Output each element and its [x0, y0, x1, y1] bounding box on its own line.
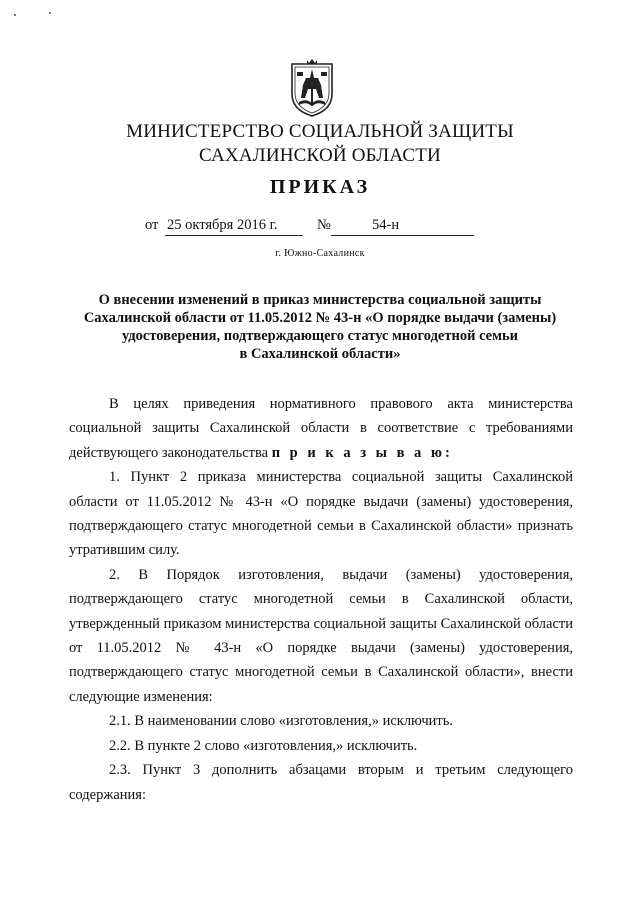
order-date: 25 октября 2016 г.: [167, 217, 278, 233]
subject-line-2: Сахалинской области от 11.05.2012 № 43-н «О порядке выдачи (замены): [83, 310, 557, 326]
date-prefix: от: [145, 217, 159, 233]
order-body: [69, 392, 573, 807]
scan-speck: [49, 12, 51, 14]
paragraph-2-2: 2.2. В пункте 2 слово «изготовления,» исключить.: [109, 737, 418, 754]
paragraph-1: 1. Пункт 2 приказа министерства социальной защиты Сахалинской области от 11.05.2012 № 43-н «О порядке выдачи (замены) удостоверения, подтверждающего статус многодетной семьи в Сахалинской области» признать утратившим силу.: [69, 469, 573, 559]
order-subject: [0, 291, 640, 363]
intro-paragraph: [69, 392, 573, 465]
subject-line-3: удостоверения, подтверждающего статус многодетной семьи: [121, 328, 519, 344]
paragraph-2-1: 2.1. В наименовании слово «изготовления,» исключить.: [109, 713, 453, 730]
number-label: №: [317, 217, 331, 233]
intro-text: В целях приведения нормативного правового акта министерства социальной защиты Сахалинской области в соответствие с требованиями действующего законодательства: [69, 396, 573, 461]
subject-line-4: в Сахалинской области»: [239, 346, 401, 362]
ministry-name: [0, 120, 640, 168]
city: г. Южно-Сахалинск: [275, 248, 365, 259]
ministry-line-2: САХАЛИНСКОЙ ОБЛАСТИ: [199, 145, 441, 166]
scan-speck: [14, 14, 16, 16]
paragraph-2: 2. В Порядок изготовления, выдачи (замены) удостоверения, подтверждающего статус многодетной семьи в Сахалинской области, утвержденный приказом министерства социальной защиты Сахалинской области от 11.05.2012 № 43-н «О порядке выдачи (замены) удостоверения, подтверждающего статус многодетной семьи в Сахалинской области», внести следующие изменения:: [69, 566, 573, 705]
order-title: ПРИКАЗ: [269, 176, 371, 198]
date-underline: [165, 235, 303, 236]
paragraph-2-3: 2.3. Пункт 3 дополнить абзацами вторым и третьим следующего содержания:: [69, 762, 573, 803]
subject-line-1: О внесении изменений в приказ министерства социальной защиты: [98, 292, 542, 308]
ministry-line-1: МИНИСТЕРСТВО СОЦИАЛЬНОЙ ЗАЩИТЫ: [126, 121, 514, 142]
order-number: 54-н: [372, 217, 400, 233]
decree-word: п р и к а з ы в а ю:: [271, 444, 453, 461]
number-underline: [331, 235, 474, 236]
sakhalin-coat-of-arms-icon: [289, 58, 335, 118]
